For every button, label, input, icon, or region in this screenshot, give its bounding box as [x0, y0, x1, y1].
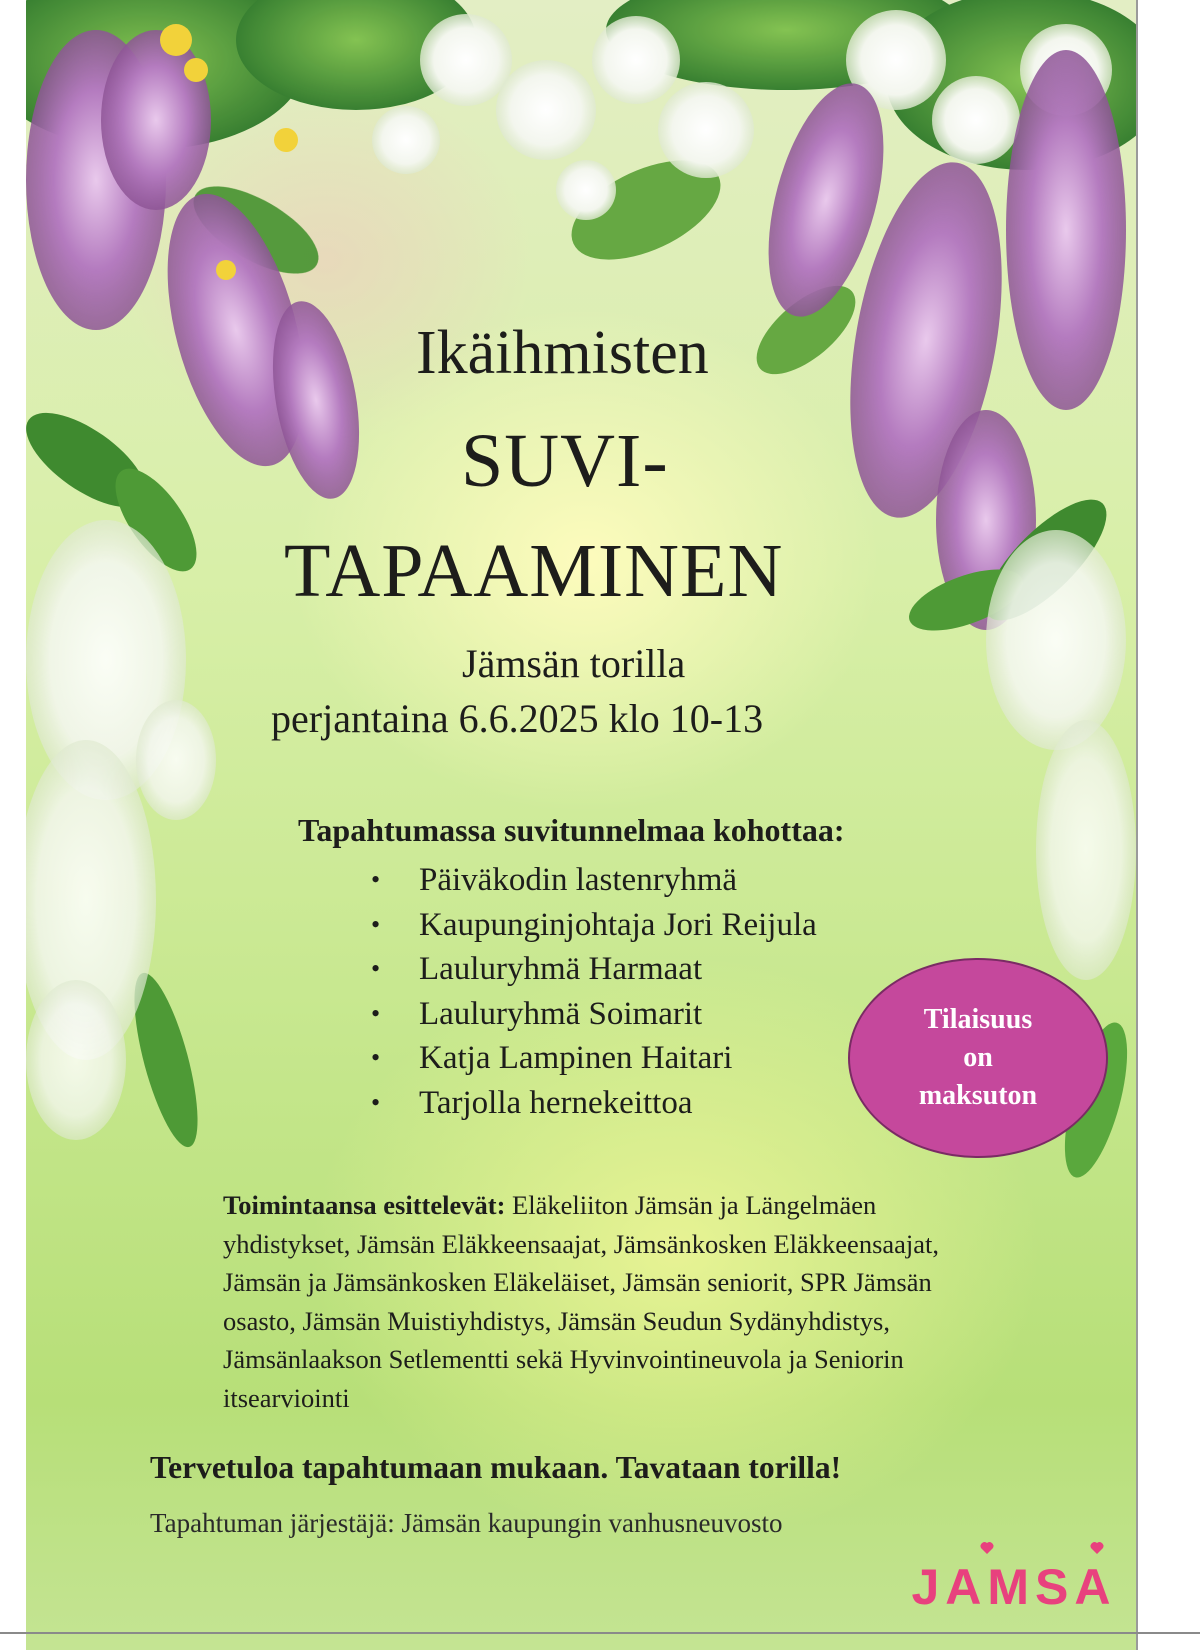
- list-item: • Lauluryhmä Harmaat: [371, 947, 817, 992]
- presenters-text: Eläkeliiton Jämsän ja Längelmäen yhdistykset, Jämsän Eläkkeensaajat, Jämsänkosken Eläkkeensaajat, Jämsän ja Jämsänkosken Eläkeläiset, Jämsän seniorit, SPR Jämsän osasto, Jämsän Muistiyhdistys, Jämsän Seudun Sydänyhdistys, Jämsänlaakson Setlementti sekä Hyvinvointineuvola ja Seniorin itsearviointi: [223, 1190, 940, 1413]
- title-line-2: TAPAAMINEN: [284, 529, 784, 613]
- badge-line-1: Tilaisuus: [923, 1004, 1033, 1035]
- list-item: • Tarjolla hernekeittoa: [371, 1081, 817, 1126]
- presenters-label: Toimintaansa esittelevät:: [223, 1190, 506, 1220]
- list-item: • Päiväkodin lastenryhmä: [371, 858, 817, 903]
- event-poster: [26, 0, 1136, 1650]
- welcome-text: Tervetuloa tapahtumaan mukaan. Tavataan torilla!: [150, 1450, 842, 1485]
- pre-title: Ikäihmisten: [416, 319, 709, 387]
- free-event-badge: [848, 958, 1108, 1158]
- badge-line-2: on: [963, 1042, 993, 1073]
- program-list: [371, 858, 817, 1125]
- svg-text:JAMSA: JAMSA: [911, 1559, 1117, 1610]
- list-item: • Kaupunginjohtaja Jori Reijula: [371, 903, 817, 948]
- page-edge: [1136, 0, 1138, 1650]
- list-item: • Lauluryhmä Soimarit: [371, 992, 817, 1037]
- list-item: • Katja Lampinen Haitari: [371, 1036, 817, 1081]
- jamsa-logo-icon: [904, 1540, 1124, 1610]
- event-place: Jämsän torilla: [462, 641, 686, 686]
- program-heading: Tapahtumassa suvitunnelmaa kohottaa:: [298, 812, 845, 848]
- organizer-text: Tapahtuman järjestäjä: Jämsän kaupungin vanhusneuvosto: [150, 1508, 783, 1538]
- event-date: perjantaina 6.6.2025 klo 10-13: [271, 696, 764, 741]
- badge-line-3: maksuton: [918, 1080, 1038, 1111]
- scan-edge: [0, 1632, 1200, 1634]
- presenters-paragraph: [223, 1186, 1003, 1417]
- jamsa-logo: [904, 1540, 1124, 1610]
- title-line-1: SUVI-: [461, 419, 669, 503]
